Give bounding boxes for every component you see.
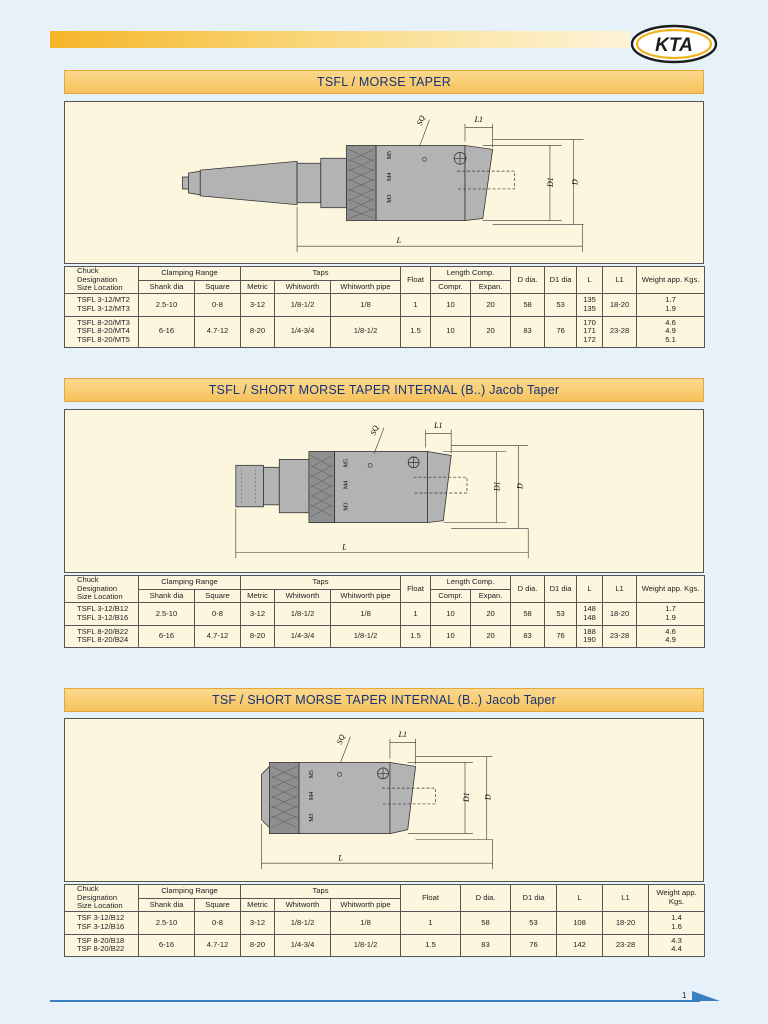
header-shank-dia: Shank dia xyxy=(139,280,195,294)
d1-cell: 76 xyxy=(545,625,577,647)
designation-cell: TSFL 8-20/MT3 TSFL 8-20/MT4 TSFL 8-20/MT5 xyxy=(65,316,139,347)
label-d: D xyxy=(515,483,525,490)
weight-cell: 4.6 4.9 5.1 xyxy=(637,316,705,347)
table-row xyxy=(65,912,705,934)
pipe-cell: 1/8 xyxy=(331,912,401,934)
section-1-drawing xyxy=(64,101,704,264)
mark-m4: M4 xyxy=(308,791,315,800)
mark-m5: M5 xyxy=(343,459,350,468)
l1-cell: 18-20 xyxy=(603,603,637,625)
mark-m4: M4 xyxy=(386,172,393,182)
square-cell: 4.7-12 xyxy=(195,625,241,647)
label-sq: SQ xyxy=(334,733,347,746)
metric-cell: 3-12 xyxy=(241,294,275,316)
designation-cell: TSFL 8-20/B22 TSFL 8-20/B24 xyxy=(65,625,139,647)
header-whitworth-pipe: Whitworth pipe xyxy=(331,280,401,294)
header-square: Square xyxy=(195,589,241,603)
kta-logo xyxy=(630,24,718,64)
header-taps: Taps xyxy=(241,885,401,899)
square-cell: 0-8 xyxy=(195,912,241,934)
mark-m3: M3 xyxy=(386,194,393,203)
table-row xyxy=(65,294,705,316)
d1-cell: 53 xyxy=(545,603,577,625)
header-d: D dia. xyxy=(511,576,545,603)
header-weight: Weight app. Kgs. xyxy=(649,885,705,912)
header-compr: Compr. xyxy=(431,589,471,603)
l1-cell: 23-28 xyxy=(603,934,649,956)
designation-cell: TSFL 3-12/MT2 TSFL 3-12/MT3 xyxy=(65,294,139,316)
square-cell: 4.7-12 xyxy=(195,934,241,956)
l1-cell: 18-20 xyxy=(603,294,637,316)
expan-cell: 20 xyxy=(471,316,511,347)
jacob-taper-chuck-drawing xyxy=(65,410,703,572)
label-l1: L1 xyxy=(474,114,483,124)
label-d: D xyxy=(570,179,580,185)
d-cell: 83 xyxy=(461,934,511,956)
header-length-comp: Length Comp. xyxy=(431,267,511,281)
header-d: D dia. xyxy=(461,885,511,912)
header-whitworth: Whitworth xyxy=(275,589,331,603)
whitworth-cell: 1/8-1/2 xyxy=(275,912,331,934)
compr-cell: 10 xyxy=(431,625,471,647)
header-expan: Expan. xyxy=(471,589,511,603)
header-float: Float xyxy=(401,576,431,603)
mark-m5: M5 xyxy=(308,770,315,779)
whitworth-cell: 1/8-1/2 xyxy=(275,603,331,625)
l-cell: 170 171 172 xyxy=(577,316,603,347)
section-3-title: TSF / SHORT MORSE TAPER INTERNAL (B..) Jacob Taper xyxy=(64,688,704,712)
weight-cell: 4.6 4.9 xyxy=(637,625,705,647)
compr-cell: 10 xyxy=(431,316,471,347)
header-accent-bar xyxy=(50,31,630,48)
pipe-cell: 1/8-1/2 xyxy=(331,934,401,956)
header-l1: L1 xyxy=(603,576,637,603)
section-1-spec-table xyxy=(64,266,705,348)
l-cell: 142 xyxy=(557,934,603,956)
section-2-spec-table xyxy=(64,575,705,648)
d1-cell: 76 xyxy=(545,316,577,347)
l-cell: 188 190 xyxy=(577,625,603,647)
l1-cell: 23-28 xyxy=(603,625,637,647)
l1-cell: 23-28 xyxy=(603,316,637,347)
header-l: L xyxy=(577,267,603,294)
logo-text: KTA xyxy=(655,35,693,56)
tsf-chuck-drawing xyxy=(65,719,703,881)
header-d: D dia. xyxy=(511,267,545,294)
l-cell: 135 135 xyxy=(577,294,603,316)
expan-cell: 20 xyxy=(471,603,511,625)
label-l1: L1 xyxy=(434,420,443,430)
header-l: L xyxy=(577,576,603,603)
label-sq: SQ xyxy=(368,424,381,437)
l-cell: 148 148 xyxy=(577,603,603,625)
whitworth-cell: 1/4-3/4 xyxy=(275,934,331,956)
square-cell: 0-8 xyxy=(195,603,241,625)
header-metric: Metric xyxy=(241,898,275,912)
mark-m3: M3 xyxy=(343,502,350,511)
header-compr: Compr. xyxy=(431,280,471,294)
label-l: L xyxy=(342,542,347,552)
float-cell: 1.5 xyxy=(401,625,431,647)
label-d1: D1 xyxy=(492,481,502,491)
weight-cell: 4.3 4.4 xyxy=(649,934,705,956)
d1-cell: 53 xyxy=(545,294,577,316)
pipe-cell: 1/8 xyxy=(331,603,401,625)
header-chuck: Chuck Designation Size Location xyxy=(65,576,139,603)
header-whitworth-pipe: Whitworth pipe xyxy=(331,898,401,912)
compr-cell: 10 xyxy=(431,294,471,316)
section-3-drawing xyxy=(64,718,704,882)
metric-cell: 8-20 xyxy=(241,625,275,647)
shank-cell: 2.5-10 xyxy=(139,294,195,316)
float-cell: 1.5 xyxy=(401,934,461,956)
float-cell: 1 xyxy=(401,294,431,316)
pipe-cell: 1/8-1/2 xyxy=(331,625,401,647)
header-whitworth: Whitworth xyxy=(275,280,331,294)
header-d1: D1 dia xyxy=(545,576,577,603)
morse-taper-chuck-drawing xyxy=(65,102,703,263)
label-l1: L1 xyxy=(398,729,407,739)
metric-cell: 8-20 xyxy=(241,934,275,956)
header-taps: Taps xyxy=(241,576,401,590)
label-d1: D1 xyxy=(461,792,471,802)
square-cell: 4.7-12 xyxy=(195,316,241,347)
designation-cell: TSF 8-20/B18 TSF 8-20/B22 xyxy=(65,934,139,956)
weight-cell: 1.7 1.9 xyxy=(637,294,705,316)
table-row xyxy=(65,625,705,647)
header-taps: Taps xyxy=(241,267,401,281)
table-row xyxy=(65,316,705,347)
metric-cell: 3-12 xyxy=(241,603,275,625)
mark-m4: M4 xyxy=(343,480,350,490)
header-clamping-range: Clamping Range xyxy=(139,267,241,281)
float-cell: 1 xyxy=(401,603,431,625)
label-l: L xyxy=(396,236,402,246)
header-whitworth-pipe: Whitworth pipe xyxy=(331,589,401,603)
header-shank-dia: Shank dia xyxy=(139,589,195,603)
header-shank-dia: Shank dia xyxy=(139,898,195,912)
pipe-cell: 1/8-1/2 xyxy=(331,316,401,347)
footer-arrow-icon xyxy=(692,991,720,1001)
header-clamping-range: Clamping Range xyxy=(139,576,241,590)
d-cell: 83 xyxy=(511,316,545,347)
shank-cell: 2.5-10 xyxy=(139,603,195,625)
page-number: 1 xyxy=(682,991,687,1000)
float-cell: 1 xyxy=(401,912,461,934)
l-cell: 108 xyxy=(557,912,603,934)
section-2-drawing xyxy=(64,409,704,573)
header-weight: Weight app. Kgs. xyxy=(637,576,705,603)
metric-cell: 3-12 xyxy=(241,912,275,934)
header-chuck: Chuck Designation Size Location xyxy=(65,267,139,294)
header-length-comp: Length Comp. xyxy=(431,576,511,590)
mark-m3: M3 xyxy=(308,813,315,822)
label-d1: D1 xyxy=(545,177,555,187)
header-clamping-range: Clamping Range xyxy=(139,885,241,899)
header-l1: L1 xyxy=(603,267,637,294)
compr-cell: 10 xyxy=(431,603,471,625)
header-metric: Metric xyxy=(241,589,275,603)
header-float: Float xyxy=(401,885,461,912)
section-1-title: TSFL / MORSE TAPER xyxy=(64,70,704,94)
header-float: Float xyxy=(401,267,431,294)
l1-cell: 18-20 xyxy=(603,912,649,934)
header-expan: Expan. xyxy=(471,280,511,294)
shank-cell: 6-16 xyxy=(139,316,195,347)
shank-cell: 2.5-10 xyxy=(139,912,195,934)
table-row xyxy=(65,934,705,956)
header-d1: D1 dia xyxy=(545,267,577,294)
d-cell: 58 xyxy=(511,294,545,316)
mark-m5: M5 xyxy=(386,151,393,160)
header-chuck: Chuck Designation Size Location xyxy=(65,885,139,912)
header-weight: Weight app. Kgs. xyxy=(637,267,705,294)
metric-cell: 8-20 xyxy=(241,316,275,347)
footer-line xyxy=(50,1000,700,1002)
header-l: L xyxy=(557,885,603,912)
header-d1: D1 dia xyxy=(511,885,557,912)
float-cell: 1.5 xyxy=(401,316,431,347)
whitworth-cell: 1/4-3/4 xyxy=(275,625,331,647)
expan-cell: 20 xyxy=(471,625,511,647)
designation-cell: TSFL 3-12/B12 TSFL 3-12/B16 xyxy=(65,603,139,625)
d-cell: 58 xyxy=(461,912,511,934)
pipe-cell: 1/8 xyxy=(331,294,401,316)
label-sq: SQ xyxy=(414,114,427,127)
square-cell: 0-8 xyxy=(195,294,241,316)
d1-cell: 53 xyxy=(511,912,557,934)
table-row xyxy=(65,603,705,625)
header-l1: L1 xyxy=(603,885,649,912)
whitworth-cell: 1/8-1/2 xyxy=(275,294,331,316)
header-square: Square xyxy=(195,280,241,294)
header-metric: Metric xyxy=(241,280,275,294)
weight-cell: 1.4 1.6 xyxy=(649,912,705,934)
shank-cell: 6-16 xyxy=(139,934,195,956)
designation-cell: TSF 3-12/B12 TSF 3-12/B16 xyxy=(65,912,139,934)
d-cell: 58 xyxy=(511,603,545,625)
shank-cell: 6-16 xyxy=(139,625,195,647)
d1-cell: 76 xyxy=(511,934,557,956)
section-3-spec-table xyxy=(64,884,705,957)
whitworth-cell: 1/4-3/4 xyxy=(275,316,331,347)
label-d: D xyxy=(483,794,493,800)
weight-cell: 1.7 1.9 xyxy=(637,603,705,625)
header-whitworth: Whitworth xyxy=(275,898,331,912)
header-square: Square xyxy=(195,898,241,912)
label-l: L xyxy=(338,853,343,863)
d-cell: 83 xyxy=(511,625,545,647)
section-2-title: TSFL / SHORT MORSE TAPER INTERNAL (B..) Jacob Taper xyxy=(64,378,704,402)
expan-cell: 20 xyxy=(471,294,511,316)
